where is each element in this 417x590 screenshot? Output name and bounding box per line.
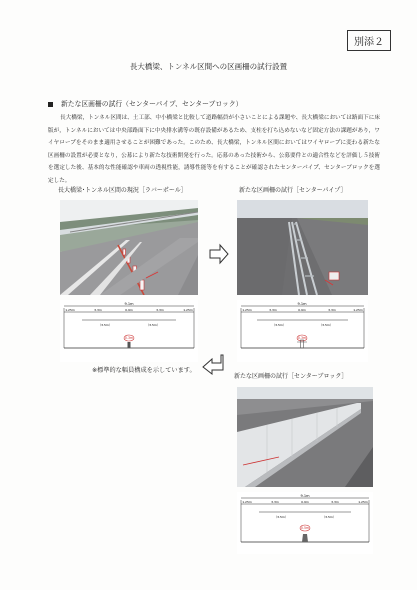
photo-center-pipe (237, 200, 368, 295)
dim-lane-2: （3.5m） (319, 323, 333, 327)
caption-center-block: 新たな区画柵の試行［センターブロック］ (234, 373, 348, 380)
dim-seg-3: 0.9m (298, 308, 306, 312)
dim-seg-1: 1.25m (242, 500, 252, 504)
arrow-down-left-icon (201, 353, 225, 379)
dim-seg-2: 3.3m (269, 308, 277, 312)
dim-seg-4: 3.3m (331, 500, 339, 504)
dim-lane-2: （3.5m） (322, 515, 336, 519)
dim-lane-1: （3.5m） (274, 515, 288, 519)
dim-seg-5: 1.25m (183, 308, 193, 312)
caption-center-pipe: 新たな区画柵の試行［センターパイプ］ (239, 187, 347, 194)
dim-seg-4: 3.3m (328, 308, 336, 312)
section-heading-text: 新たな区画柵の試行（センターパイプ、センターブロック） (61, 100, 243, 108)
dim-lane-1: （3.5m） (272, 323, 286, 327)
section-heading (48, 98, 242, 108)
dim-median: 0.3m (297, 336, 307, 340)
cross-section-diagram-right (237, 300, 368, 362)
dim-lane-2: （3.5m） (146, 323, 160, 327)
dim-total: 9.1m (300, 494, 310, 498)
cross-section-diagram-top (60, 300, 198, 362)
dim-seg-3: 0.9m (301, 500, 309, 504)
bullet-icon (48, 102, 53, 107)
dim-seg-2: 3.3m (94, 308, 102, 312)
photo-center-block (237, 387, 373, 487)
dim-seg-5: 1.25m (358, 500, 368, 504)
cross-section-diagram-bottom (237, 492, 373, 554)
dim-seg-2: 3.3m (271, 500, 279, 504)
body-text (48, 112, 380, 188)
dim-total: 9.1m (124, 302, 134, 306)
note-standard-width: ※標準的な幅員構成を示しています。 (92, 367, 196, 374)
attachment-label: 別添２ (347, 30, 391, 51)
dim-seg-1: 1.25m (65, 308, 75, 312)
arrow-right-icon (208, 243, 230, 269)
dim-seg-1: 1.25m (242, 308, 252, 312)
page-title: 長大橋梁、トンネル区間への区画柵の試行設置 (129, 62, 288, 71)
photo-rubber-pole (60, 200, 198, 295)
dim-median: 0.5m (300, 526, 310, 530)
body-paragraph: 長大橋梁，トンネル区間は、土工部、中小橋梁と比較して道路幅員が小さいことによる課題や、長大橋梁においては路面下に床版が，トンネルにおいては中央部路面下に中央排水溝等の既存設備があるため、支柱を打ち込めないなど固定方法の課題があり，ワイヤロープをそのまま適用させることが困難であった。このため、長大橋梁，トンネル区間においてはワイヤロープに変わる新たな区画柵の設置が必要となり，公募により新たな技術開発を行った。応募のあった技術から、公募要件との適合性などを評価し５技術を選定した後、基本的な性能確認や車両の透視性能，誘導性能等を有することが確認されたセンターパイプ、センターブロックを選定した。 (48, 115, 380, 184)
dim-lane-1: （3.5m） (98, 323, 112, 327)
dim-median: 0.3m (124, 336, 134, 340)
caption-current: 長大橋梁･トンネル区間の現況［ラバーポール］ (58, 187, 187, 194)
dim-seg-4: 3.3m (156, 308, 164, 312)
dim-seg-3: 0.9m (125, 308, 133, 312)
dim-total: 9.1m (297, 302, 307, 306)
dim-seg-5: 1.25m (353, 308, 363, 312)
